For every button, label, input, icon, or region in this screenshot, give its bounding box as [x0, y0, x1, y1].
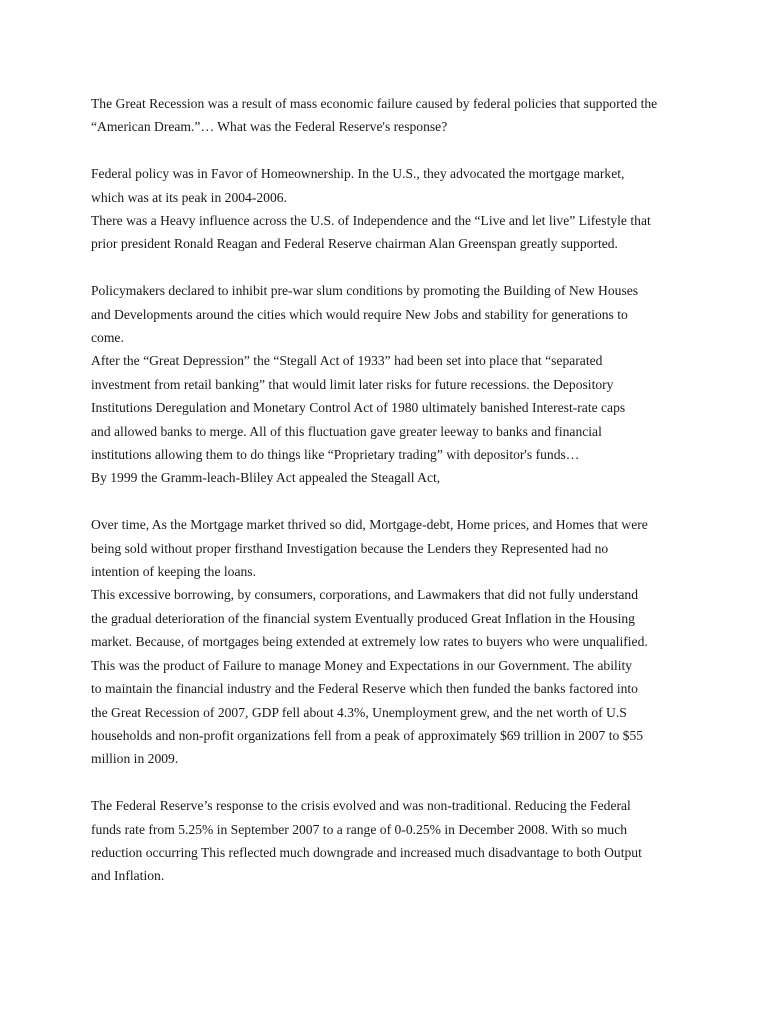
- text-line: Federal policy was in Favor of Homeownership. In the U.S., they advocated the mortgage market,: [91, 166, 625, 182]
- text-line: million in 2009.: [91, 751, 179, 767]
- text-line: “American Dream.”… What was the Federal Reserve's response?: [91, 119, 448, 135]
- text-line: Over time, As the Mortgage market thrived so did, Mortgage-debt, Home prices, and Homes that were: [91, 517, 648, 533]
- text-line: After the “Great Depression” the “Stegall Act of 1933” had been set into place that “separated: [91, 353, 603, 369]
- text-line: The Federal Reserve’s response to the crisis evolved and was non-traditional. Reducing the Federal: [91, 798, 631, 814]
- text-line: being sold without proper firsthand Investigation because the Lenders they Represented had no: [91, 540, 609, 556]
- text-line: and Inflation.: [91, 868, 165, 884]
- text-line: to maintain the financial industry and the Federal Reserve which then funded the banks factored into: [91, 681, 638, 697]
- text-line: the Great Recession of 2007, GDP fell about 4.3%, Unemployment grew, and the net worth of U.S: [91, 704, 627, 720]
- text-line: and allowed banks to merge. All of this fluctuation gave greater leeway to banks and financial: [91, 423, 602, 439]
- text-line: intention of keeping the loans.: [91, 564, 256, 580]
- text-line: institutions allowing them to do things like “Proprietary trading” with depositor's funds…: [91, 447, 580, 463]
- text-line: Policymakers declared to inhibit pre-war slum conditions by promoting the Building of New Houses: [91, 283, 639, 299]
- paragraph-intro: [91, 92, 683, 139]
- text-line: There was a Heavy influence across the U.S. of Independence and the “Live and let live” Lifestyle that: [91, 213, 651, 229]
- text-line: Institutions Deregulation and Monetary Control Act of 1980 ultimately banished Interest-rate caps: [91, 400, 626, 416]
- text-line: By 1999 the Gramm-leach-Bliley Act appealed the Steagall Act,: [91, 470, 441, 486]
- paragraph-fed-response: [91, 794, 683, 888]
- text-line: This was the product of Failure to manage Money and Expectations in our Government. The ability: [91, 657, 633, 673]
- text-line: investment from retail banking” that would limit later risks for future recessions. the Depository: [91, 376, 614, 392]
- text-line: households and non-profit organizations fell from a peak of approximately $69 trillion in 2007 to $55: [91, 727, 644, 743]
- text-line: come.: [91, 330, 124, 346]
- text-line: funds rate from 5.25% in September 2007 to a range of 0-0.25% in December 2008. With so much: [91, 821, 628, 837]
- paragraph-federal-policy: [91, 162, 683, 256]
- document-body: [91, 92, 683, 911]
- text-line: This excessive borrowing, by consumers, corporations, and Lawmakers that did not fully understand: [91, 587, 639, 603]
- text-line: prior president Ronald Reagan and Federal Reserve chairman Alan Greenspan greatly supported.: [91, 236, 618, 252]
- paragraph-policymakers: [91, 279, 683, 490]
- text-line: the gradual deterioration of the financial system Eventually produced Great Inflation in the Housing: [91, 610, 635, 626]
- paragraph-mortgage-market: [91, 513, 683, 770]
- text-line: and Developments around the cities which would require New Jobs and stability for generations to: [91, 306, 628, 322]
- text-line: which was at its peak in 2004-2006.: [91, 189, 287, 205]
- text-line: The Great Recession was a result of mass economic failure caused by federal policies that supported the: [91, 96, 658, 111]
- text-line: reduction occurring This reflected much downgrade and increased much disadvantage to both Output: [91, 844, 642, 860]
- text-line: market. Because, of mortgages being extended at extremely low rates to buyers who were unqualified.: [91, 634, 648, 650]
